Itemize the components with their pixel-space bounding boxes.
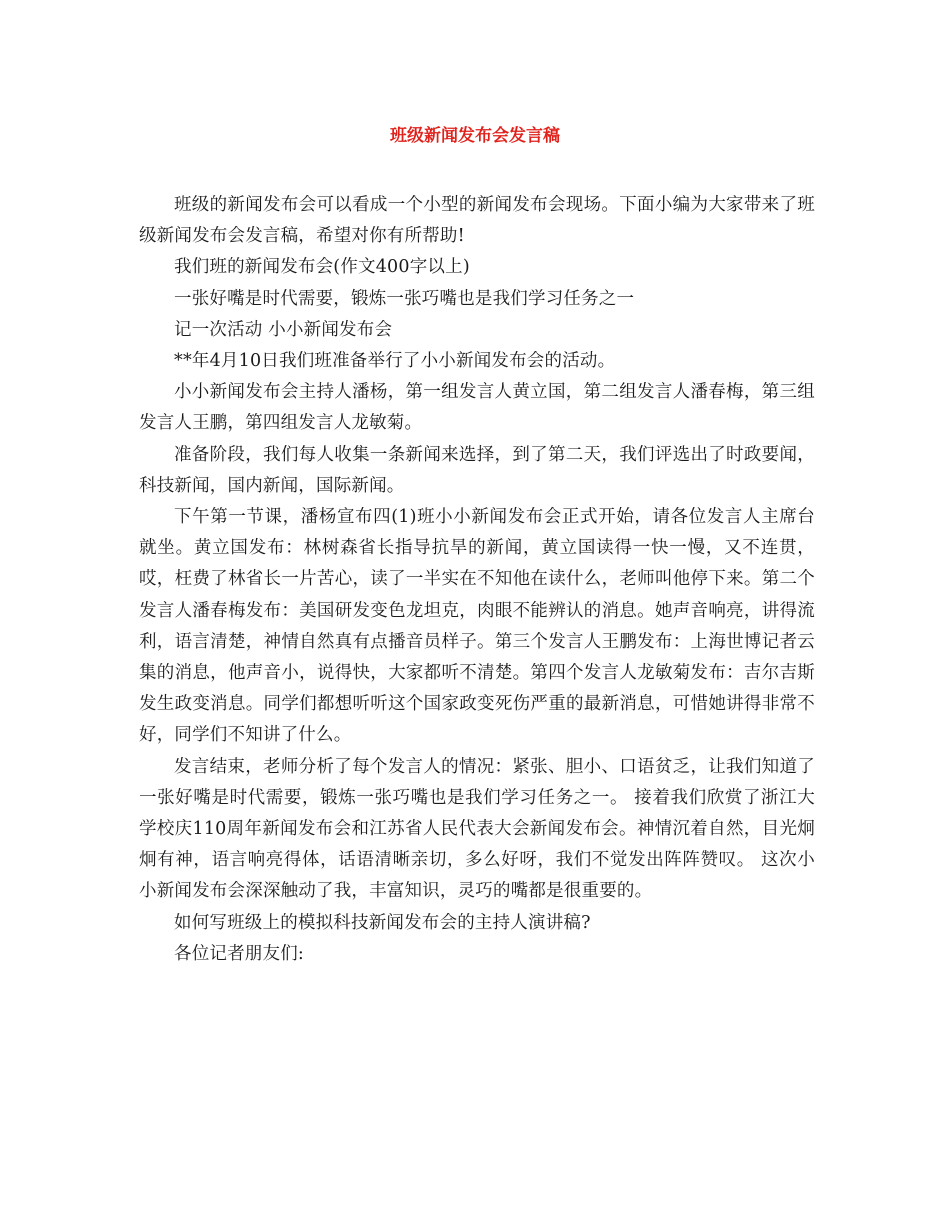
paragraph-greeting: 各位记者朋友们: [174, 943, 304, 964]
paragraph-activity-title: 记一次活动 小小新闻发布会 [174, 319, 393, 340]
document-body [139, 190, 815, 970]
paragraph-preparation: 准备阶段，我们每人收集一条新闻来选择，到了第二天，我们评选出了时政要闻，科技新闻，国内新闻，国际新闻。 [139, 444, 815, 496]
paragraph-speakers: 小小新闻发布会主持人潘杨，第一组发言人黄立国，第二组发言人潘春梅，第三组发言人王鹏，第四组发言人龙敏菊。 [139, 382, 815, 434]
paragraph-question: 如何写班级上的模拟科技新闻发布会的主持人演讲稿? [174, 912, 591, 933]
paragraph-event: 下午第一节课，潘杨宣布四(1)班小小新闻发布会正式开始，请各位发言人主席台就坐。黄立国发布：林树森省长指导抗旱的新闻，黄立国读得一快一慢，又不连贯，哎，枉费了林省长一片苦心，读了一半实在不知他在读什么，老师叫他停下来。第二个发言人潘春梅发布：美国研发变色龙坦克，肉眼不能辨认的消息。她声音响亮，讲得流利，语言清楚，神情自然真有点播音员样子。第三个发言人王鹏发布：上海世博记者云集的消息，他声音小，说得快，大家都听不清楚。第四个发言人龙敏菊发布：吉尔吉斯发生政变消息。同学们都想听听这个国家政变死伤严重的最新消息，可惜她讲得非常不好，同学们不知讲了什么。 [139, 507, 815, 746]
paragraph-conclusion: 发言结束，老师分析了每个发言人的情况：紧张、胆小、口语贫乏，让我们知道了一张好嘴是时代需要，锻炼一张巧嘴也是我们学习任务之一。 接着我们欣赏了浙江大学校庆110周年新闻发布会和江苏省人民代表大会新闻发布会。神情沉着自然，目光炯炯有神，语言响亮得体，话语清晰亲切，多么好呀，我们不觉发出阵阵赞叹。 这次小小新闻发布会深深触动了我，丰富知识，灵巧的嘴都是很重要的。 [139, 756, 815, 902]
document-title: 班级新闻发布会发言稿 [390, 126, 560, 146]
paragraph-intro: 班级的新闻发布会可以看成一个小型的新闻发布会现场。下面小编为大家带来了班级新闻发布会发言稿，希望对你有所帮助! [139, 195, 815, 247]
paragraph-date: **年4月10日我们班准备举行了小小新闻发布会的活动。 [174, 351, 616, 372]
paragraph-subheading: 一张好嘴是时代需要，锻炼一张巧嘴也是我们学习任务之一 [174, 288, 635, 309]
paragraph-essay-heading: 我们班的新闻发布会(作文400字以上) [174, 257, 470, 278]
